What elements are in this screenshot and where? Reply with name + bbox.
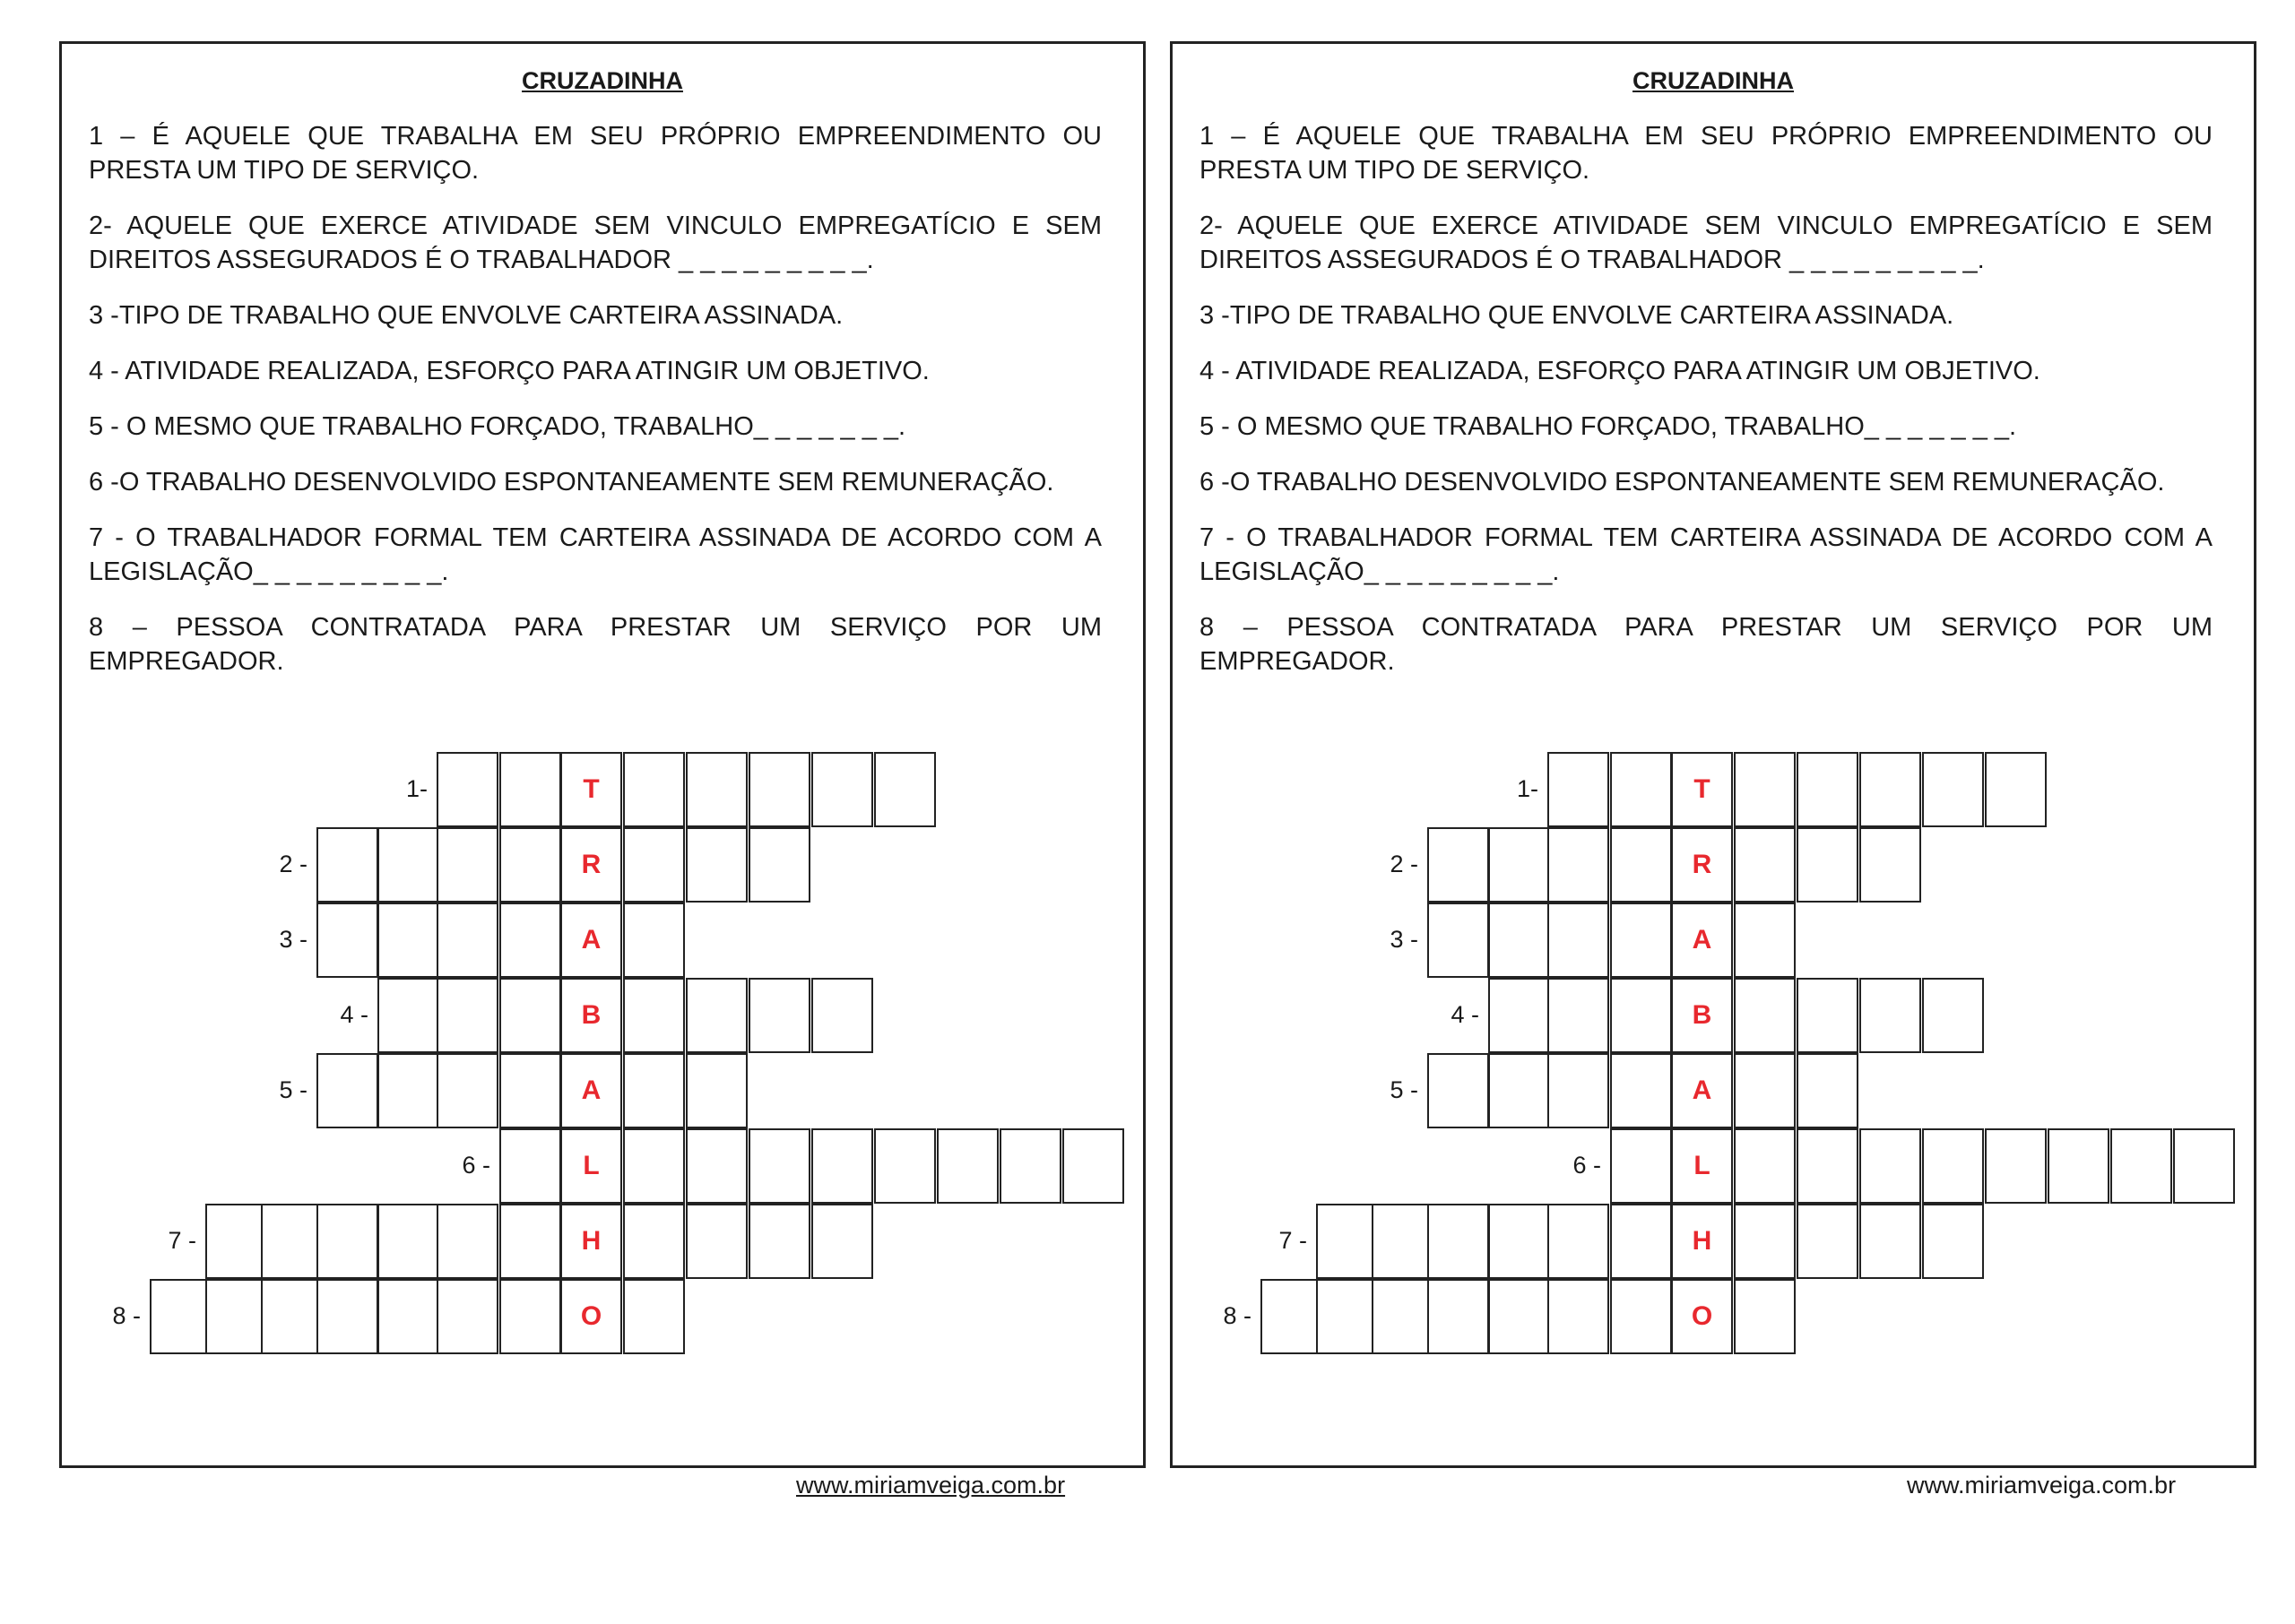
crossword-cell[interactable]	[1000, 1128, 1061, 1204]
crossword-row-number: 3 -	[279, 926, 307, 953]
crossword-cell[interactable]	[1922, 1128, 1984, 1204]
crossword-cell[interactable]	[560, 827, 622, 903]
crossword-row-number: 6 -	[1572, 1152, 1601, 1179]
clue-2: 2- AQUELE QUE EXERCE ATIVIDADE SEM VINCULO EMPREGATÍCIO E SEM DIREITOS ASSEGURADOS É O TRABALHADOR _ _ _ _ _ _ _ _ _.	[89, 212, 1102, 274]
worksheet-title: CRUZADINHA	[1632, 67, 1794, 94]
crossword-cell[interactable]	[1547, 1204, 1609, 1279]
crossword-cell[interactable]	[1610, 752, 1672, 827]
crossword-cell[interactable]	[1610, 978, 1672, 1053]
crossword-row-number: 7 -	[1278, 1227, 1307, 1254]
crossword-cell[interactable]	[437, 1053, 498, 1128]
crossword-row-number: 4 -	[1451, 1001, 1479, 1028]
crossword-cell[interactable]	[1985, 752, 2047, 827]
crossword-cell[interactable]	[1671, 903, 1733, 978]
clue-8: 8 – PESSOA CONTRATADA PARA PRESTAR UM SERVIÇO POR UM EMPREGADOR.	[89, 613, 1102, 676]
crossword-row-number: 8 -	[112, 1302, 141, 1329]
crossword-cell[interactable]	[1610, 827, 1672, 903]
crossword-cell[interactable]	[1734, 1279, 1796, 1354]
crossword-cell[interactable]	[377, 1279, 439, 1354]
crossword-row-number: 7 -	[168, 1227, 196, 1254]
crossword-cell[interactable]	[1488, 1053, 1550, 1128]
crossword-cell[interactable]	[316, 827, 378, 903]
crossword-cell[interactable]	[499, 1204, 561, 1279]
crossword-cell[interactable]	[623, 978, 685, 1053]
crossword-cell[interactable]	[1671, 752, 1733, 827]
crossword-cell[interactable]	[316, 1279, 378, 1354]
crossword-cell[interactable]	[749, 827, 810, 903]
clue-1: 1 – É AQUELE QUE TRABALHA EM SEU PRÓPRIO EMPREENDIMENTO OU PRESTA UM TIPO DE SERVIÇO.	[89, 122, 1102, 185]
crossword-cell[interactable]	[686, 1128, 748, 1204]
crossword-cell[interactable]	[1610, 1204, 1672, 1279]
key-letter: T	[1693, 774, 1710, 804]
crossword-cell[interactable]	[437, 1204, 498, 1279]
key-letter: T	[583, 774, 600, 804]
crossword-cell[interactable]	[686, 1053, 748, 1128]
crossword-cell[interactable]	[623, 1128, 685, 1204]
crossword-cell[interactable]	[1671, 978, 1733, 1053]
crossword-cell[interactable]	[874, 1128, 936, 1204]
crossword-cell[interactable]	[437, 827, 498, 903]
crossword-cell[interactable]	[1547, 1053, 1609, 1128]
footer-url: www.miriamveiga.com.br	[1907, 1472, 2177, 1499]
key-letter: O	[580, 1301, 602, 1331]
crossword-cell[interactable]	[377, 1204, 439, 1279]
crossword-cell[interactable]	[560, 978, 622, 1053]
clue-4: 4 - ATIVIDADE REALIZADA, ESFORÇO PARA ATINGIR UM OBJETIVO.	[1199, 357, 2040, 385]
crossword-cell[interactable]	[499, 1053, 561, 1128]
crossword-cell[interactable]	[1922, 1204, 1984, 1279]
key-letter: A	[1692, 1075, 1712, 1105]
crossword-cell[interactable]	[749, 1204, 810, 1279]
crossword-cell[interactable]	[749, 752, 810, 827]
crossword-cell[interactable]	[2173, 1128, 2235, 1204]
crossword-cell[interactable]	[1922, 752, 1984, 827]
crossword-row-number: 3 -	[1390, 926, 1418, 953]
crossword-cell[interactable]	[623, 1204, 685, 1279]
clue-list	[89, 119, 1102, 700]
crossword-cell[interactable]	[749, 978, 810, 1053]
crossword-cell[interactable]	[1547, 827, 1609, 903]
crossword-cell[interactable]	[1922, 978, 1984, 1053]
clue-7: 7 - O TRABALHADOR FORMAL TEM CARTEIRA ASSINADA DE ACORDO COM A LEGISLAÇÃO_ _ _ _ _ _ _ _ _.	[89, 523, 1102, 586]
crossword-cell[interactable]	[1488, 903, 1550, 978]
key-letter: A	[1692, 925, 1712, 955]
crossword-cell[interactable]	[1427, 1279, 1489, 1354]
clue-6: 6 -O TRABALHO DESENVOLVIDO ESPONTANEAMENTE SEM REMUNERAÇÃO.	[1199, 468, 2165, 497]
crossword-cell[interactable]	[623, 752, 685, 827]
crossword-cell[interactable]	[1734, 978, 1796, 1053]
crossword-cell[interactable]	[1260, 1279, 1322, 1354]
crossword-cell[interactable]	[316, 1053, 378, 1128]
crossword-cell[interactable]	[1427, 1204, 1489, 1279]
crossword-cell[interactable]	[261, 1204, 323, 1279]
crossword-cell[interactable]	[1797, 1204, 1858, 1279]
crossword-cell[interactable]	[1734, 1053, 1796, 1128]
crossword-cell[interactable]	[1372, 1204, 1433, 1279]
crossword-cell[interactable]	[1547, 978, 1609, 1053]
crossword-cell[interactable]	[1985, 1128, 2047, 1204]
crossword-cell[interactable]	[623, 903, 685, 978]
crossword-cell[interactable]	[499, 903, 561, 978]
crossword-cell[interactable]	[1797, 978, 1858, 1053]
crossword-cell[interactable]	[1547, 903, 1609, 978]
crossword-cell[interactable]	[499, 978, 561, 1053]
crossword-cell[interactable]	[1734, 752, 1796, 827]
crossword-cell[interactable]	[205, 1204, 267, 1279]
crossword-cell[interactable]	[623, 827, 685, 903]
crossword-cell[interactable]	[261, 1279, 323, 1354]
crossword-cell[interactable]	[499, 752, 561, 827]
key-letter: B	[581, 1000, 602, 1030]
crossword-cell[interactable]	[437, 903, 498, 978]
footer-url: www.miriamveiga.com.br	[796, 1472, 1066, 1499]
key-letter: A	[581, 925, 602, 955]
crossword-cell[interactable]	[1671, 1204, 1733, 1279]
key-letter: L	[583, 1151, 600, 1180]
crossword-cell[interactable]	[686, 978, 748, 1053]
crossword-cell[interactable]	[1859, 752, 1921, 827]
crossword-cell[interactable]	[316, 903, 378, 978]
clue-list	[1199, 119, 2213, 700]
crossword-cell[interactable]	[1610, 903, 1672, 978]
clue-5: 5 - O MESMO QUE TRABALHO FORÇADO, TRABALHO_ _ _ _ _ _ _.	[89, 412, 906, 441]
key-letter: O	[1691, 1301, 1713, 1331]
crossword-cell[interactable]	[1547, 1279, 1609, 1354]
crossword-cell[interactable]	[1372, 1279, 1433, 1354]
clue-3: 3 -TIPO DE TRABALHO QUE ENVOLVE CARTEIRA ASSINADA.	[89, 301, 844, 330]
clue-6: 6 -O TRABALHO DESENVOLVIDO ESPONTANEAMENTE SEM REMUNERAÇÃO.	[89, 468, 1054, 497]
crossword-cell[interactable]	[377, 1053, 439, 1128]
crossword-cell[interactable]	[1427, 1053, 1489, 1128]
crossword-cell[interactable]	[1734, 1128, 1796, 1204]
crossword-cell[interactable]	[811, 752, 873, 827]
crossword-row-number: 8 -	[1223, 1302, 1251, 1329]
crossword-cell[interactable]	[1316, 1279, 1378, 1354]
key-letter: L	[1693, 1151, 1710, 1180]
crossword-cell[interactable]	[1610, 1128, 1672, 1204]
crossword-cell[interactable]	[1859, 1128, 1921, 1204]
crossword-cell[interactable]	[1316, 1204, 1378, 1279]
crossword-row-number: 5 -	[279, 1076, 307, 1103]
crossword-cell[interactable]	[623, 1053, 685, 1128]
crossword-cell[interactable]	[1427, 903, 1489, 978]
key-letter: A	[581, 1075, 602, 1105]
crossword-cell[interactable]	[937, 1128, 999, 1204]
crossword-cell[interactable]	[560, 1128, 622, 1204]
crossword-cell[interactable]	[316, 1204, 378, 1279]
crossword-row-number: 6 -	[462, 1152, 490, 1179]
crossword-cell[interactable]	[499, 1279, 561, 1354]
crossword-cell[interactable]	[1797, 827, 1858, 903]
crossword-cell[interactable]	[560, 1204, 622, 1279]
crossword-cell[interactable]	[1797, 1128, 1858, 1204]
crossword-row-number: 5 -	[1390, 1076, 1418, 1103]
key-letter: R	[1692, 850, 1712, 879]
crossword-cell[interactable]	[560, 1053, 622, 1128]
crossword-cell[interactable]	[1859, 978, 1921, 1053]
crossword-cell[interactable]	[1671, 1128, 1733, 1204]
crossword-cell[interactable]	[874, 752, 936, 827]
crossword-cell[interactable]	[1734, 903, 1796, 978]
crossword-cell[interactable]	[437, 1279, 498, 1354]
crossword-cell[interactable]	[623, 1279, 685, 1354]
crossword-row-number: 1-	[405, 775, 428, 802]
crossword-cell[interactable]	[1488, 978, 1550, 1053]
crossword-cell[interactable]	[2048, 1128, 2109, 1204]
crossword-cell[interactable]	[1610, 1053, 1672, 1128]
crossword-cell[interactable]	[499, 1128, 561, 1204]
worksheet-right	[1170, 41, 2256, 1468]
crossword-cell[interactable]	[1488, 1204, 1550, 1279]
crossword-row-number: 1-	[1516, 775, 1538, 802]
crossword-cell[interactable]	[1610, 1279, 1672, 1354]
crossword-cell[interactable]	[811, 978, 873, 1053]
crossword-cell[interactable]	[1671, 1279, 1733, 1354]
crossword-row-number: 2 -	[279, 851, 307, 877]
crossword-cell[interactable]	[749, 1128, 810, 1204]
crossword-cell[interactable]	[377, 978, 439, 1053]
key-letter: R	[581, 850, 602, 879]
clue-3: 3 -TIPO DE TRABALHO QUE ENVOLVE CARTEIRA ASSINADA.	[1199, 301, 1954, 330]
crossword-cell[interactable]	[686, 827, 748, 903]
crossword-row-number: 4 -	[340, 1001, 368, 1028]
crossword-cell[interactable]	[1671, 1053, 1733, 1128]
crossword-cell[interactable]	[1734, 1204, 1796, 1279]
crossword-cell[interactable]	[1797, 752, 1858, 827]
crossword-cell[interactable]	[1859, 827, 1921, 903]
crossword-cell[interactable]	[1488, 1279, 1550, 1354]
crossword-cell[interactable]	[560, 1279, 622, 1354]
crossword-cell[interactable]	[1797, 1053, 1858, 1128]
crossword-cell[interactable]	[150, 1279, 212, 1354]
crossword-cell[interactable]	[560, 903, 622, 978]
crossword-cell[interactable]	[205, 1279, 267, 1354]
crossword-cell[interactable]	[560, 752, 622, 827]
crossword-cell[interactable]	[377, 827, 439, 903]
crossword-cell[interactable]	[1547, 752, 1609, 827]
crossword-cell[interactable]	[377, 903, 439, 978]
key-letter: H	[1692, 1226, 1712, 1256]
crossword-cell[interactable]	[499, 827, 561, 903]
crossword-cell[interactable]	[686, 1204, 748, 1279]
crossword-cell[interactable]	[2110, 1128, 2172, 1204]
crossword-cell[interactable]	[811, 1204, 873, 1279]
key-letter: H	[581, 1226, 602, 1256]
crossword-cell[interactable]	[1427, 827, 1489, 903]
worksheet-left	[59, 41, 1146, 1468]
clue-4: 4 - ATIVIDADE REALIZADA, ESFORÇO PARA ATINGIR UM OBJETIVO.	[89, 357, 930, 385]
crossword-cell[interactable]	[1859, 1204, 1921, 1279]
worksheet-title: CRUZADINHA	[522, 67, 683, 94]
clue-5: 5 - O MESMO QUE TRABALHO FORÇADO, TRABALHO_ _ _ _ _ _ _.	[1199, 412, 2017, 441]
clue-1: 1 – É AQUELE QUE TRABALHA EM SEU PRÓPRIO EMPREENDIMENTO OU PRESTA UM TIPO DE SERVIÇO.	[1199, 122, 2213, 185]
crossword-cell[interactable]	[1488, 827, 1550, 903]
crossword-cell[interactable]	[1734, 827, 1796, 903]
key-letter: B	[1692, 1000, 1712, 1030]
clue-2: 2- AQUELE QUE EXERCE ATIVIDADE SEM VINCULO EMPREGATÍCIO E SEM DIREITOS ASSEGURADOS É O TRABALHADOR _ _ _ _ _ _ _ _ _.	[1199, 212, 2213, 274]
crossword-row-number: 2 -	[1390, 851, 1418, 877]
crossword-cell[interactable]	[437, 752, 498, 827]
crossword-cell[interactable]	[1062, 1128, 1124, 1204]
crossword-cell[interactable]	[437, 978, 498, 1053]
clue-8: 8 – PESSOA CONTRATADA PARA PRESTAR UM SERVIÇO POR UM EMPREGADOR.	[1199, 613, 2213, 676]
crossword-cell[interactable]	[1671, 827, 1733, 903]
clue-7: 7 - O TRABALHADOR FORMAL TEM CARTEIRA ASSINADA DE ACORDO COM A LEGISLAÇÃO_ _ _ _ _ _ _ _ _.	[1199, 523, 2213, 586]
crossword-cell[interactable]	[686, 752, 748, 827]
crossword-cell[interactable]	[811, 1128, 873, 1204]
